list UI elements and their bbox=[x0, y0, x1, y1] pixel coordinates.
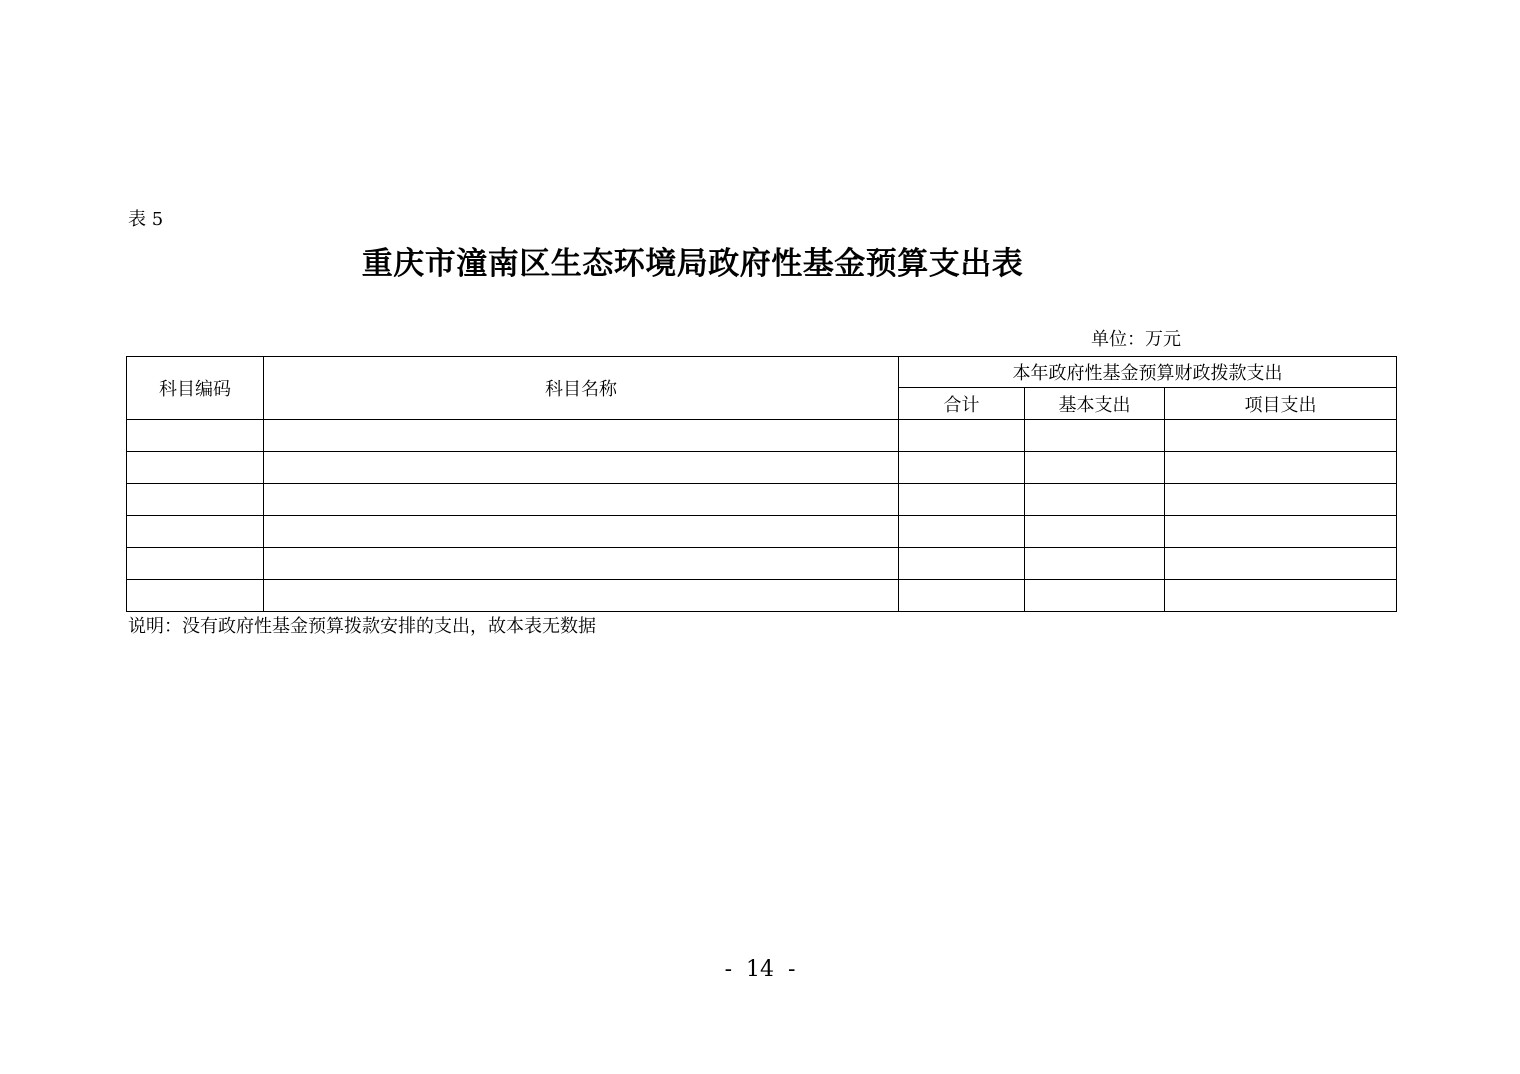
cell-total bbox=[899, 420, 1025, 452]
table-row bbox=[127, 484, 1397, 516]
cell-total bbox=[899, 548, 1025, 580]
cell-code bbox=[127, 516, 264, 548]
header-name: 科目名称 bbox=[264, 357, 899, 420]
header-code: 科目编码 bbox=[127, 357, 264, 420]
cell-project bbox=[1165, 484, 1397, 516]
cell-basic bbox=[1025, 452, 1165, 484]
cell-name bbox=[264, 484, 899, 516]
table-row bbox=[127, 580, 1397, 612]
cell-total bbox=[899, 516, 1025, 548]
cell-basic bbox=[1025, 516, 1165, 548]
cell-total bbox=[899, 580, 1025, 612]
cell-code bbox=[127, 484, 264, 516]
cell-code bbox=[127, 548, 264, 580]
cell-name bbox=[264, 420, 899, 452]
header-total: 合计 bbox=[899, 388, 1025, 420]
cell-name bbox=[264, 452, 899, 484]
header-project: 项目支出 bbox=[1165, 388, 1397, 420]
cell-basic bbox=[1025, 420, 1165, 452]
cell-basic bbox=[1025, 484, 1165, 516]
header-group: 本年政府性基金预算财政拨款支出 bbox=[899, 357, 1397, 388]
cell-name bbox=[264, 580, 899, 612]
cell-total bbox=[899, 484, 1025, 516]
cell-project bbox=[1165, 452, 1397, 484]
cell-code bbox=[127, 420, 264, 452]
cell-project bbox=[1165, 548, 1397, 580]
table-row bbox=[127, 452, 1397, 484]
budget-table bbox=[126, 356, 1397, 612]
header-basic: 基本支出 bbox=[1025, 388, 1165, 420]
cell-project bbox=[1165, 516, 1397, 548]
page-title: 重庆市潼南区生态环境局政府性基金预算支出表 bbox=[361, 246, 1024, 282]
table-note: 说明：没有政府性基金预算拨款安排的支出，故本表无数据 bbox=[128, 616, 596, 637]
unit-label: 单位：万元 bbox=[1091, 329, 1181, 350]
page-number: - 14 - bbox=[724, 957, 796, 982]
cell-project bbox=[1165, 580, 1397, 612]
cell-basic bbox=[1025, 548, 1165, 580]
cell-name bbox=[264, 548, 899, 580]
cell-name bbox=[264, 516, 899, 548]
table-row bbox=[127, 516, 1397, 548]
cell-basic bbox=[1025, 580, 1165, 612]
table-row bbox=[127, 548, 1397, 580]
table-number: 表 5 bbox=[128, 209, 164, 230]
cell-code bbox=[127, 452, 264, 484]
cell-project bbox=[1165, 420, 1397, 452]
cell-code bbox=[127, 580, 264, 612]
table-row bbox=[127, 420, 1397, 452]
cell-total bbox=[899, 452, 1025, 484]
